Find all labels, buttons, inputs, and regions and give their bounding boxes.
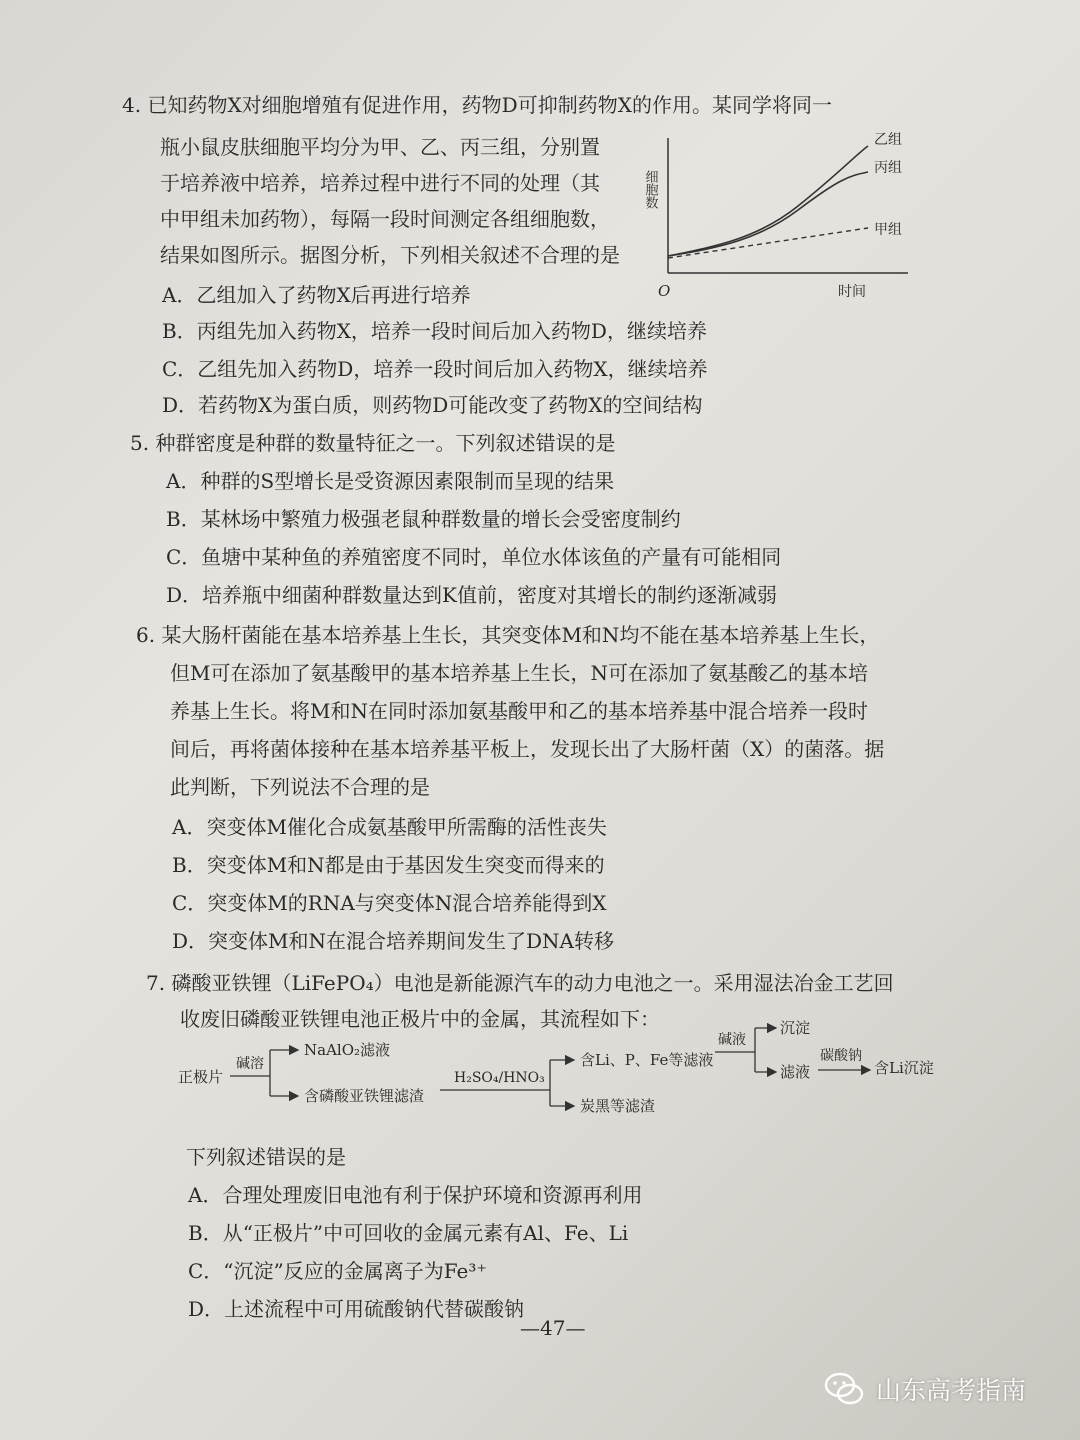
label-yi: 乙组	[874, 132, 902, 148]
growth-curve-figure	[638, 128, 938, 308]
q7-option-d: D．上述流程中可用硫酸钠代替碳酸钠	[188, 1297, 525, 1321]
watermark	[822, 1367, 1026, 1411]
wechat-icon	[822, 1367, 866, 1411]
flow-filtrate1: NaAlO₂滤液	[304, 1041, 391, 1059]
curve-yi	[668, 146, 868, 256]
q4-option-b: B．丙组先加入药物X，培养一段时间后加入药物D，继续培养	[162, 319, 707, 343]
flow-step1: 碱溶	[236, 1056, 264, 1072]
q6-option-d: D．突变体M和N在混合培养期间发生了DNA转移	[172, 929, 614, 953]
q6-stem-line-2: 但M可在添加了氨基酸甲的基本培养基上生长，N可在添加了氨基酸乙的基本培	[170, 661, 868, 685]
flow-step2: H₂SO₄/HNO₃	[454, 1070, 545, 1086]
watermark-text: 山东高考指南	[876, 1376, 1027, 1405]
q5-stem: 5. 种群密度是种群的数量特征之一。下列叙述错误的是	[130, 431, 616, 455]
flow-filtrate2: 含Li、P、Fe等滤液	[580, 1051, 714, 1069]
page-number: —47—	[520, 1316, 586, 1340]
q7-stem-line-2: 收废旧磷酸亚铁锂电池正极片中的金属，其流程如下：	[180, 1007, 660, 1031]
flow-precipitate: 沉淀	[780, 1019, 811, 1037]
flow-residue2: 炭黑等滤渣	[580, 1097, 656, 1115]
flow-filtrate3: 滤液	[780, 1063, 811, 1081]
y-axis-label: 细胞数	[642, 170, 658, 209]
q4-stem-line-5: 结果如图所示。据图分析，下列相关叙述不合理的是	[160, 243, 620, 267]
origin-label: O	[658, 282, 671, 300]
q4-stem-line-4: 中甲组未加药物），每隔一段时间测定各组细胞数，	[160, 207, 610, 231]
q6-stem-line-5: 此判断，下列说法不合理的是	[170, 775, 430, 799]
q6-stem-line-1: 6. 某大肠杆菌能在基本培养基上生长，其突变体M和N均不能在基本培养基上生长，	[136, 623, 880, 647]
q7-option-c: C．“沉淀”反应的金属离子为Fe³⁺	[188, 1259, 487, 1283]
q6-stem-line-3: 养基上生长。将M和N在同时添加氨基酸甲和乙的基本培养基中混合培养一段时	[170, 699, 868, 723]
flow-residue1: 含磷酸亚铁锂滤渣	[304, 1087, 425, 1105]
q4-stem-line-3: 于培养液中培养，培养过程中进行不同的处理（其	[160, 171, 600, 195]
x-axis-label: 时间	[838, 284, 866, 300]
q7-stem-line-1: 7. 磷酸亚铁锂（LiFePO₄）电池是新能源汽车的动力电池之一。采用湿法冶金工艺回	[146, 971, 894, 995]
flow-product: 含Li沉淀	[874, 1059, 934, 1077]
q4-option-c: C．乙组先加入药物D，培养一段时间后加入药物X，继续培养	[162, 357, 708, 381]
recycling-flowchart	[170, 1010, 960, 1120]
q5-option-d: D．培养瓶中细菌种群数量达到K值前，密度对其增长的制约逐渐减弱	[166, 583, 777, 607]
curve-jia	[668, 228, 868, 258]
q5-option-c: C．鱼塘中某种鱼的养殖密度不同时，单位水体该鱼的产量有可能相同	[166, 545, 782, 569]
q6-option-c: C．突变体M的RNA与突变体N混合培养能得到X	[172, 891, 607, 915]
q4-option-d: D．若药物X为蛋白质，则药物D可能改变了药物X的空间结构	[162, 393, 703, 417]
q7-option-a: A．合理处理废旧电池有利于保护环境和资源再利用	[188, 1183, 643, 1207]
q4-stem-line-1: 4. 已知药物X对细胞增殖有促进作用，药物D可抑制药物X的作用。某同学将同一	[122, 93, 832, 117]
q6-stem-line-4: 间后，再将菌体接种在基本培养基平板上，发现长出了大肠杆菌（X）的菌落。据	[170, 737, 885, 761]
label-bing: 丙组	[874, 160, 902, 176]
flow-start: 正极片	[178, 1068, 224, 1086]
q6-option-b: B．突变体M和N都是由于基因发生突变而得来的	[172, 853, 605, 877]
q7-option-b: B．从“正极片”中可回收的金属元素有Al、Fe、Li	[188, 1221, 629, 1245]
q4-option-a: A．乙组加入了药物X后再进行培养	[162, 283, 471, 307]
flow-step4: 碳酸钠	[820, 1048, 862, 1064]
q5-option-a: A．种群的S型增长是受资源因素限制而呈现的结果	[166, 469, 615, 493]
flow-step3: 碱液	[718, 1032, 746, 1048]
q6-option-a: A．突变体M催化合成氨基酸甲所需酶的活性丧失	[172, 815, 607, 839]
q7-ask: 下列叙述错误的是	[186, 1145, 346, 1169]
label-jia: 甲组	[874, 222, 902, 238]
q4-stem-line-2: 瓶小鼠皮肤细胞平均分为甲、乙、丙三组，分别置	[160, 135, 600, 159]
q5-option-b: B．某林场中繁殖力极强老鼠种群数量的增长会受密度制约	[166, 507, 681, 531]
